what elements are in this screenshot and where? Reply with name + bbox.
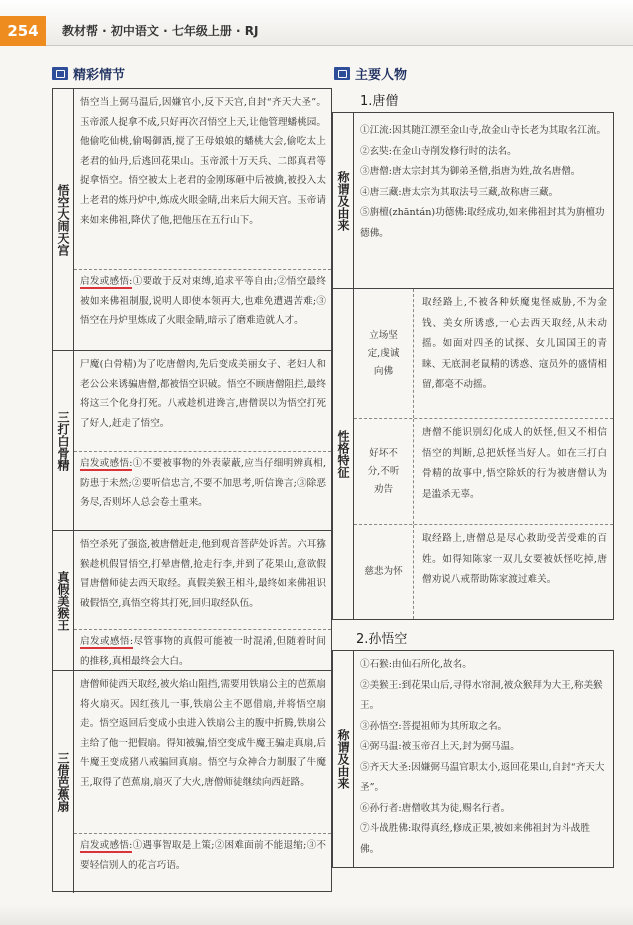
trait-row: [354, 525, 613, 619]
name-item: ③孙悟空:菩提祖师为其所取之名。: [360, 720, 508, 732]
plot-text: 尸魔(白骨精)为了吃唐僧肉,先后变成美丽女子、老妇人和老公公来诱骗唐僧,都被悟空识破。悟空不顾唐僧阻拦,最终将这三个化身打死。八戒趁机进谗言,唐僧误以为悟空打死了好人,赶走了悟空。: [80, 359, 326, 429]
name-item: ④唐三藏:唐太宗为其取法号三藏,故称唐三藏。: [360, 186, 559, 198]
name-item: ⑤旃檀(zhāntán)功德佛:取经成功,如来佛祖封其为旃檀功德佛。: [360, 207, 605, 239]
plot-text: 悟空当上弼马温后,因嫌官小,反下天宫,自封“齐天大圣”。玉帝派人捉拿不成,只好再次召悟空上天,让他管理蟠桃园。他偷吃仙桃,偷喝御酒,搅了王母娘娘的蟠桃大会,偷吃太上老君的仙丹,后逃回花果山。玉帝派十万天兵、二郎真君等捉拿悟空。悟空被太上老君的金刚琢砸中后被擒,被投入太上老君的炼丹炉中,炼成火眼金睛,出来后大闹天宫。玉帝请来如来佛祖,降伏了他,把他压在五行山下。: [80, 97, 326, 226]
trait-name: 慈悲为怀: [354, 525, 414, 619]
names-group: [333, 113, 613, 289]
traits-group: [333, 289, 613, 619]
plot-text: 唐僧师徒西天取经,被火焰山阻挡,需要用铁扇公主的芭蕉扇将火扇灭。因红孩儿一事,铁扇公主不愿借扇,并将悟空扇走。悟空返回后变成小虫进入铁扇公主的腹中折腾,铁扇公主给了他一把假扇。得知被骗,悟空变成牛魔王骗走真扇,后牛魔王变成猪八戒骗回真扇。悟空与众神合力制服了牛魔王,取得了芭蕉扇,扇灭了大火,唐僧师徒继续向西赶路。: [80, 679, 326, 788]
plot-name: 悟空大闹天宫: [53, 89, 74, 350]
plot-row: [53, 89, 331, 351]
name-item: ④弼马温:被玉帝召上天,封为弼马温。: [360, 741, 520, 752]
name-item: ⑤齐天大圣:因嫌弼马温官职太小,返回花果山,自封“齐天大圣”。: [360, 761, 605, 793]
trait-desc: 取经路上,唐僧总是尽心救助受苦受难的百姓。如得知陈家一双儿女要被妖怪吃掉,唐僧劝说八戒帮助陈家渡过难关。: [422, 533, 607, 586]
plot-text: 悟空杀死了强盗,被唐僧赶走,他到观音菩萨处诉苦。六耳猕猴趁机假冒悟空,打晕唐僧,抢走行李,并到了花果山,意欲假冒唐僧师徒去西天取经。真假美猴王相斗,最终如来佛祖识破假悟空,真悟空将其打死,回归取经队伍。: [80, 539, 326, 609]
book-icon: [334, 67, 350, 80]
wukong-title: 2.孙悟空: [356, 632, 408, 647]
names-group: [333, 651, 613, 867]
trait-desc: 唐僧不能识别幻化成人的妖怪,但又不相信悟空的判断,总把妖怪当好人。如在三打白骨精的故事中,悟空除妖的行为被唐僧认为是滥杀无辜。: [422, 427, 607, 500]
plot-row: [53, 671, 331, 893]
plot-table: [52, 88, 332, 892]
name-item: ⑦斗战胜佛:取得真经,修成正果,被如来佛祖封为斗战胜佛。: [360, 823, 590, 855]
plot-row: [53, 531, 331, 671]
page-header: [0, 0, 633, 46]
page-number: 254: [0, 16, 46, 46]
trait-name: 立场坚定,虔诚向佛: [354, 289, 414, 418]
plot-name: 三打白骨精: [53, 351, 74, 530]
plot-insight: 启发或感悟:尽管事物的真假可能被一时混淆,但随着时间的推移,真相最终会大白。: [74, 629, 331, 671]
name-item: ①石猴:由仙石所化,故名。: [360, 659, 472, 670]
group-label: 称谓及由来: [333, 651, 354, 867]
name-item: ⑥孙行者:唐僧收其为徒,赐名行者。: [360, 802, 511, 814]
name-item: ③唐僧:唐太宗封其为御弟圣僧,指唐为姓,故名唐僧。: [360, 166, 581, 177]
plot-insight: 启发或感悟:①要敢于反对束缚,追求平等自由;②悟空最终被如来佛祖制服,说明人即使本领再大,也难免遭遇苦难;③悟空在丹炉里炼成了火眼金睛,暗示了磨难造就人才。: [74, 269, 331, 331]
group-label: 性格特征: [333, 289, 354, 619]
character-section-title: 主要人物: [334, 64, 407, 83]
tang-seng-title: 1.唐僧: [360, 94, 399, 109]
running-title: 教材帮 · 初中语文 · 七年级上册 · RJ: [62, 24, 259, 38]
name-item: ①江流:因其随江漂至金山寺,故金山寺长老为其取名江流。: [360, 125, 607, 136]
page-bottom-edge: [0, 905, 633, 925]
name-item: ②美猴王:到花果山后,寻得水帘洞,被众猴拜为大王,称美猴王。: [360, 679, 603, 711]
name-item: ②玄奘:在金山寺削发修行时的法名。: [360, 145, 517, 157]
plot-name: 三借芭蕉扇: [53, 671, 74, 893]
trait-desc: 取经路上,不被各种妖魔鬼怪威胁,不为金钱、美女所诱惑,一心去西天取经,从未动摇。如面对四圣的试探、女儿国国王的青睐、无底洞老鼠精的诱惑、寇员外的盛情相留,都毫不动摇。: [422, 297, 607, 391]
plot-insight: 启发或感悟:①不要被事物的外表蒙蔽,应当仔细明辨真相,防患于未然;②要听信忠言,不要不加思考,听信谗言;③除恶务尽,否则坏人总会卷土重来。: [74, 451, 331, 513]
plot-section-title: 精彩情节: [52, 64, 125, 83]
trait-row: [354, 419, 613, 525]
plot-insight: 启发或感悟:①遇事智取是上策;②困难面前不能退缩;③不要轻信别人的花言巧语。: [74, 833, 331, 875]
group-label: 称谓及由来: [333, 113, 354, 288]
plot-row: [53, 351, 331, 531]
tang-seng-table: [332, 112, 614, 620]
trait-row: [354, 289, 613, 419]
plot-name: 真假美猴王: [53, 531, 74, 670]
wukong-table: [332, 650, 614, 868]
book-icon: [52, 67, 68, 80]
trait-name: 好坏不分,不听劝告: [354, 419, 414, 524]
